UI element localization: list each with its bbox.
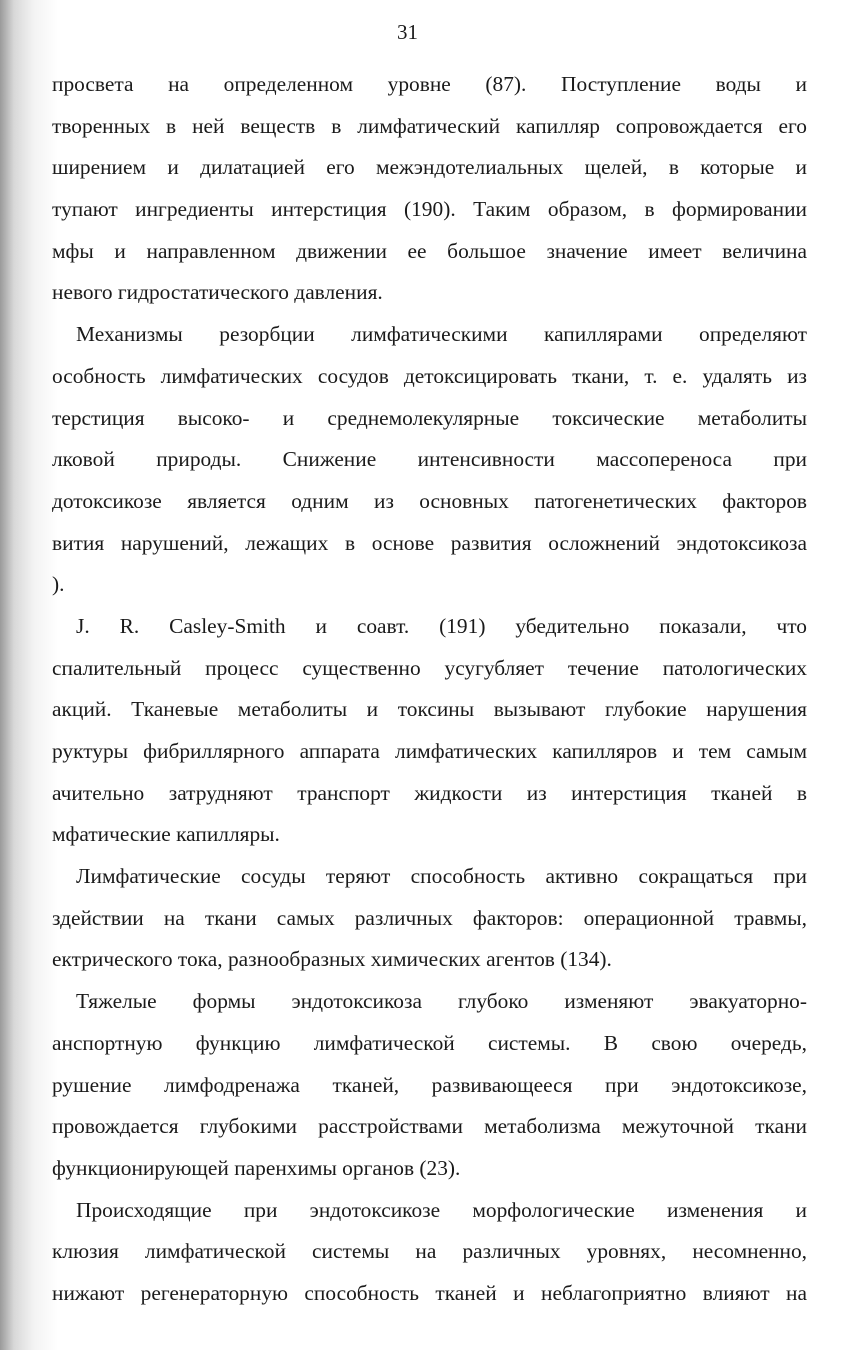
scan-binding-shadow (0, 0, 58, 1350)
text-line: особность лимфатических сосудов детоксицировать ткани, т. е. удалять из (52, 363, 807, 388)
text-line: анспортную функцию лимфатической системы. В свою очередь, (52, 1030, 807, 1055)
text-line: провождается глубокими расстройствами метаболизма межуточной ткани (52, 1114, 807, 1139)
text-line: тупают ингредиенты интерстиция (190). Таким образом, в формировании (52, 197, 807, 222)
text-line: вития нарушений, лежащих в основе развития осложнений эндотоксикоза (52, 530, 807, 555)
text-line: ). (52, 572, 65, 597)
text-line: невого гидростатического давления. (52, 280, 383, 305)
text-line: терстиция высоко- и среднемолекулярные токсические метаболиты (52, 405, 807, 430)
text-line: рушение лимфодренажа тканей, развивающееся при эндотоксикозе, (52, 1072, 807, 1097)
text-line: мфатические капилляры. (52, 822, 280, 847)
text-line: Происходящие при эндотоксикозе морфологические изменения и (76, 1197, 807, 1222)
text-line: Лимфатические сосуды теряют способность активно сокращаться при (76, 864, 807, 889)
text-line: ширением и дилатацией его межэндотелиальных щелей, в которые и (52, 155, 807, 180)
text-line: мфы и направленном движении ее большое значение имеет величина (52, 238, 807, 263)
text-line: акций. Тканевые метаболиты и токсины вызывают глубокие нарушения (52, 697, 807, 722)
text-line: спалительный процесс существенно усугубляет течение патологических (52, 655, 807, 680)
text-line: J. R. Casley-Smith и соавт. (191) убедительно показали, что (76, 613, 807, 638)
text-line: здействии на ткани самых различных факторов: операционной травмы, (52, 905, 807, 930)
text-line: нижают регенераторную способность тканей и неблагоприятно влияют на (52, 1280, 807, 1305)
text-line: ачительно затрудняют транспорт жидкости из интерстиция тканей в (52, 780, 807, 805)
text-line: Тяжелые формы эндотоксикоза глубоко изменяют эвакуаторно- (76, 989, 807, 1014)
text-line: творенных в ней веществ в лимфатический капилляр сопровождается его (52, 113, 807, 138)
text-line: клюзия лимфатической системы на различных уровнях, несомненно, (52, 1239, 807, 1264)
text-line: просвета на определенном уровне (87). Поступление воды и (52, 72, 807, 96)
text-line: дотоксикозе является одним из основных патогенетических факторов (52, 488, 807, 513)
text-line: ектрического тока, разнообразных химических агентов (134). (52, 947, 612, 972)
text-line: руктуры фибриллярного аппарата лимфатических капилляров и тем самым (52, 739, 807, 763)
text-line: функционирующей паренхимы органов (23). (52, 1155, 461, 1180)
document-body (52, 64, 807, 1315)
text-line: Механизмы резорбции лимфатическими капиллярами определяют (76, 322, 807, 347)
text-line: лковой природы. Снижение интенсивности массопереноса при (52, 447, 807, 472)
page-number: 31 (397, 20, 418, 44)
